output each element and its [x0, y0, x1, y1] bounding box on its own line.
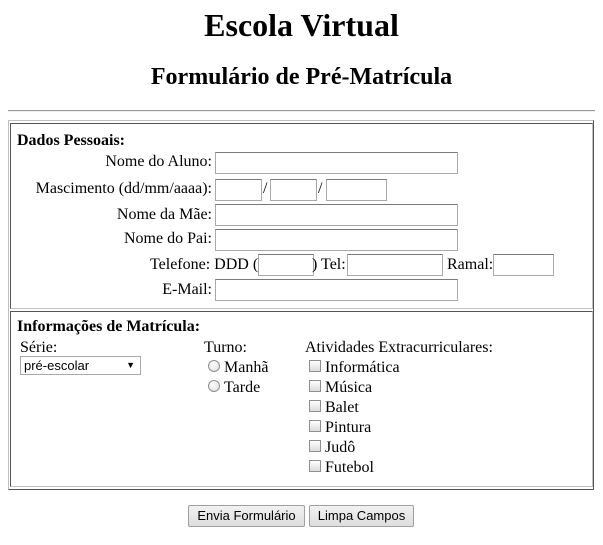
ramal-input[interactable]	[493, 254, 554, 276]
activity-checkbox-judo[interactable]	[309, 440, 321, 452]
student-name-input[interactable]	[215, 152, 458, 174]
turno-option-manha: Manhã	[224, 359, 269, 376]
birth-month-input[interactable]	[270, 179, 317, 201]
mother-name-input[interactable]	[215, 204, 458, 226]
serie-label: Série:	[20, 339, 58, 356]
chevron-down-icon: ▼	[126, 360, 135, 370]
father-name-input[interactable]	[215, 229, 458, 251]
birth-date-label: Mascimento (dd/mm/aaaa):	[35, 180, 212, 197]
activity-label-futebol: Futebol	[325, 459, 374, 476]
turno-label: Turno:	[204, 339, 247, 356]
birth-year-input[interactable]	[326, 179, 387, 201]
turno-radio-manha[interactable]	[208, 360, 220, 372]
activity-label-musica: Música	[325, 379, 373, 396]
phone-label: Telefone: DDD (	[150, 256, 259, 273]
email-label: E-Mail:	[162, 281, 212, 298]
birth-separator-2: /	[318, 180, 323, 197]
email-input[interactable]	[215, 279, 458, 301]
birth-day-input[interactable]	[215, 179, 262, 201]
enrollment-section-title: Informações de Matrícula:	[17, 318, 201, 335]
horizontal-rule	[8, 110, 595, 112]
tel-label: ) Tel:	[312, 256, 346, 273]
father-name-label: Nome do Pai:	[124, 230, 212, 247]
serie-select[interactable]	[20, 356, 141, 375]
tel-input[interactable]	[347, 254, 443, 276]
turno-radio-tarde[interactable]	[208, 380, 220, 392]
activity-label-judo: Judô	[325, 439, 356, 456]
submit-button[interactable]: Envia Formulário	[188, 505, 305, 527]
personal-section-title: Dados Pessoais:	[17, 132, 126, 149]
mother-name-label: Nome da Mãe:	[116, 206, 212, 223]
activity-label-pintura: Pintura	[325, 419, 372, 436]
turno-option-tarde: Tarde	[224, 379, 261, 396]
student-name-label: Nome do Aluno:	[105, 153, 212, 170]
birth-separator-1: /	[263, 180, 268, 197]
serie-selected-value: pré-escolar	[24, 358, 90, 373]
activity-checkbox-futebol[interactable]	[309, 460, 321, 472]
activity-checkbox-informatica[interactable]	[309, 360, 321, 372]
ramal-label: Ramal:	[447, 256, 494, 273]
reset-button[interactable]: Limpa Campos	[309, 505, 414, 527]
ddd-input[interactable]	[258, 254, 314, 276]
page-title: Escola Virtual	[204, 7, 399, 43]
activity-label-informatica: Informática	[325, 359, 400, 376]
page-subtitle: Formulário de Pré-Matrícula	[150, 64, 453, 90]
activities-label: Atividades Extracurriculares:	[305, 339, 493, 356]
activity-checkbox-musica[interactable]	[309, 380, 321, 392]
enrollment-cell	[10, 311, 593, 487]
activity-label-balet: Balet	[325, 399, 359, 416]
activity-checkbox-pintura[interactable]	[309, 420, 321, 432]
activity-checkbox-balet[interactable]	[309, 400, 321, 412]
